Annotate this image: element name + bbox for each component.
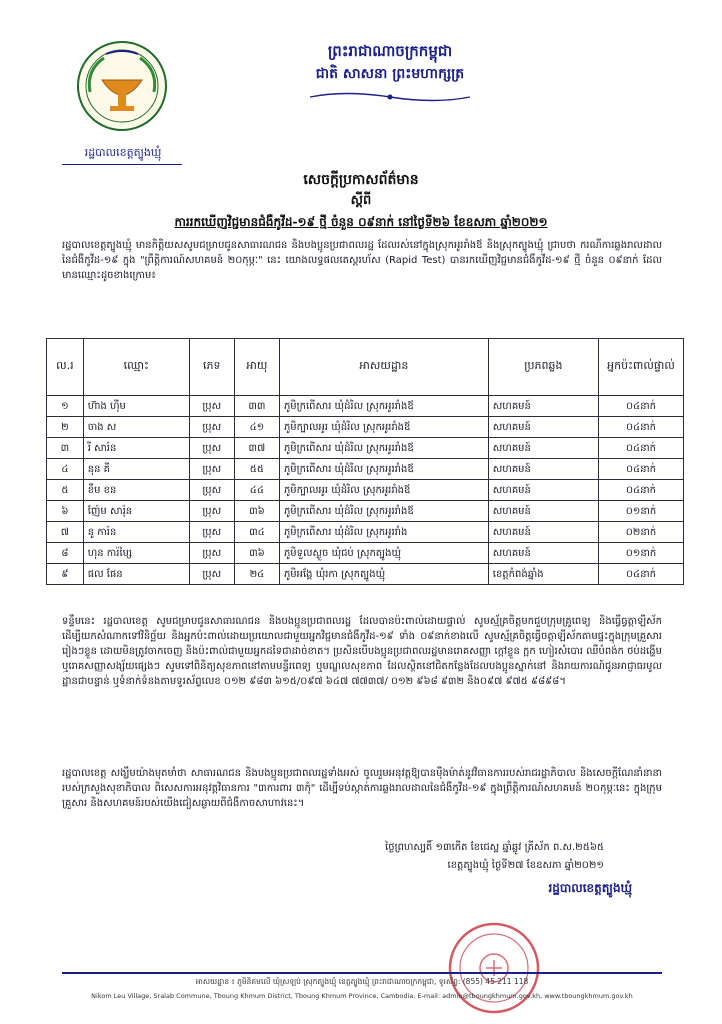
cell-contacts: ០៤នាក់: [598, 438, 683, 459]
cell-source: សហគមន៍: [488, 438, 598, 459]
cell-source: សហគមន៍: [488, 396, 598, 417]
cell-age: ២៤: [234, 564, 279, 585]
cell-contacts: ០២នាក់: [598, 522, 683, 543]
cell-address: ភូមិក្បាលអូរ ឃុំដំរិល ស្រុកអូររាំងឪ: [279, 480, 488, 501]
table-row: [47, 459, 684, 480]
cell-source: សហគមន៍: [488, 522, 598, 543]
document-headline: ការរកឃើញវិជ្ជមានជំងឺកូវីដ-១៩ ថ្មី ចំនួន ០៩នាក់ នៅថ្ងៃទី២៦ ខែឧសភា ឆ្នាំ២០២១: [174, 215, 548, 229]
kingdom-heading: ព្រះរាជាណាចក្រកម្ពុជា: [327, 42, 453, 60]
cell-contacts: ០៤នាក់: [598, 564, 683, 585]
cell-sex: ប្រុស: [189, 543, 234, 564]
cell-address: ភូមិក្រពើសារ ឃុំដំរិល ស្រុកអូររាំង: [279, 522, 488, 543]
cell-address: ភូមិទួលស្ងួច ឃុំជប់ ស្រុកត្បូងឃ្មុំ: [279, 543, 488, 564]
cell-number: ៣: [47, 438, 84, 459]
cell-age: ៣៦: [234, 543, 279, 564]
cell-address: ភូមិក្បាលអូរ ឃុំដំរិល ស្រុកអូររាំងឪ: [279, 417, 488, 438]
signer-name: រដ្ឋបាលខេត្តត្បូងឃ្មុំ: [548, 881, 632, 895]
cell-name: នូ ការ៉ន: [83, 522, 189, 543]
footer-address-english: Nikom Leu Village, Sralab Commune, Tboung Khmum District, Tboung Khmum Province, Cambodia. E-mail: admin@tboungkhmum.gov.kh, www.tboungkhmum.gov.kh: [91, 992, 633, 1000]
cell-name: ញ៉ែម សារ៉ុន: [83, 501, 189, 522]
cell-number: ៦: [47, 501, 84, 522]
cell-age: ៥៥: [234, 459, 279, 480]
cell-address: ភូមិក្រពើសារ ឃុំដំរិល ស្រុកអូររាំងឪ: [279, 438, 488, 459]
table-row: [47, 480, 684, 501]
header-address: អាសយដ្ឋាន: [279, 339, 488, 396]
cell-name: ចាង ស: [83, 417, 189, 438]
document-subtitle: ស្តីពី: [350, 193, 372, 208]
cell-number: ២: [47, 417, 84, 438]
cell-source: ខេត្តកំពង់ឆ្នាំង: [488, 564, 598, 585]
cell-source: សហគមន៍: [488, 501, 598, 522]
cell-address: ភូមិអង្គែ ឃុំរកា ស្រុកត្បូងឃ្មុំ: [279, 564, 488, 585]
footer-address-khmer: អាសយដ្ឋាន ៖ ភូមិនិគមលើ ឃុំស្រឡប់ ស្រុកត្បូងឃ្មុំ ខេត្តត្បូងឃ្មុំ ព្រះរាជាណាចក្រកម្ពុជា, ទូរស័ព្ទ: (855) 45 211 118: [195, 977, 529, 986]
cell-name: ខឹម ខន: [83, 480, 189, 501]
header-age: អាយុ: [234, 339, 279, 396]
header-contacts: អ្នកប៉ះពាល់ផ្ទាល់: [598, 339, 683, 396]
table-row: [47, 543, 684, 564]
cell-sex: ប្រុស: [189, 522, 234, 543]
cell-name: នុន គី: [83, 459, 189, 480]
cell-number: ៥: [47, 480, 84, 501]
cases-table: [46, 338, 684, 585]
cell-sex: ប្រុស: [189, 417, 234, 438]
cell-contacts: ០១នាក់: [598, 501, 683, 522]
cell-source: សហគមន៍: [488, 543, 598, 564]
header-source: ប្រភពឆ្លង: [488, 339, 598, 396]
cell-name: ហ៊ាង ហ៊ីម: [83, 396, 189, 417]
cell-sex: ប្រុស: [189, 480, 234, 501]
header-number: ល.រ: [47, 339, 84, 396]
cell-number: ៤: [47, 459, 84, 480]
footer-divider: [62, 972, 662, 974]
cell-number: ១: [47, 396, 84, 417]
instructions-paragraph: ទន្ទឹមនេះ រដ្ឋបាលខេត្ត សូមជម្រាបជូនសាធារណជន និងបងប្អូនប្រជាពលរដ្ឋ ដែលបានប៉ះពាល់ដោយផ្ទាល់ សូមស្ម័គ្រចិត្តមកជួបក្រុមគ្រូពេទ្យ និងធ្វើធ្វត្តាឡីស័ក ដើម្បីយកសំណាកទៅវិនិច្ឆ័យ និងអ្នកប៉ះពាល់ដោយប្រយោលជាមួយអ្នកវិជ្ជមានជំងឺកូវីដ-១៩ ទាំង ០៩នាក់ខាងលើ សូមស្ម័គ្រចិត្តធ្វើចត្តាឡីស័កតាមផ្ទះក្នុងក្រុមគ្រួសាររៀងៗខ្លួន ដោយមិនត្រូវចាកចេញ និងប៉ះពាល់ជាមួយអ្នកដទៃជាដាច់ខាត។ ប្រសិនបើបងប្អូនប្រជាពលរដ្ឋមានរោគសញ្ញា ក្តៅខ្លួន ក្អក ហៀរសំបោរ ឈឺបំពង់ក ថប់ដង្ហើម ឬរោគសញ្ញាសង្ស័យផ្សេងៗ សូមទៅពិនិត្យសុខភាពនៅតាមមន្ទីរពេទ្យ ឬមណ្ឌលសុខភាព ដែលស្ថិតនៅជិតកន្លែងដែលបងប្អូនស្នាក់នៅ និងរាយការណ៍ជូនអាជ្ញាធរមូលដ្ឋានជាបន្ទាន់ ឬទំនាក់ទំនងតាមទូរស័ព្ទលេខ ០១២ ៩៨៣ ៦១៥/០៩៧ ៦៤៧ ៧៧៣៧/ ០១២ ៩៦៨ ៩៣២ និង០៩៧ ៩៧៥ ៩៨៩៨។: [62, 616, 662, 687]
cell-sex: ប្រុស: [189, 459, 234, 480]
cell-contacts: ០៤នាក់: [598, 459, 683, 480]
cell-contacts: ០១នាក់: [598, 543, 683, 564]
table-header-row: [47, 339, 684, 396]
cell-number: ៨: [47, 543, 84, 564]
lunar-date: ថ្ងៃព្រហស្បតិ៍ ១៣កើត ខែជេស្ឋ ឆ្នាំឆ្លូវ ត្រីស័ក ព.ស.២៥៦៥: [385, 842, 604, 853]
cell-address: ភូមិក្រពើសារ ឃុំដំរិល ស្រុកអូររាំងឪ: [279, 396, 488, 417]
cell-age: ៣៦: [234, 501, 279, 522]
cell-address: ភូមិក្រពើសារ ឃុំដំរិល ស្រុកអូររាំងឪ: [279, 501, 488, 522]
cell-age: ៣៣: [234, 396, 279, 417]
document-title: សេចក្តីប្រកាសព័ត៌មាន: [303, 172, 419, 188]
cell-name: ហុន ការ៉ម្សៃ: [83, 543, 189, 564]
cell-number: ៩: [47, 564, 84, 585]
intro-paragraph: រដ្ឋបាលខេត្តត្បូងឃ្មុំ មានកិត្តិយសសូមជម្រាបជូនសាធារណជន និងបងប្អូនប្រជាពលរដ្ឋ ដែលរស់នៅក្នុងស្រុកអូររាំងឪ និងស្រុកត្បូងឃ្មុំ ជ្រាបថា ករណីការឆ្លងរាលដាលនៃជំងឺកូវីដ-១៩ ក្នុង "ព្រឹត្តិការណ៍សហគមន៍ ២០កុម្ភៈ" នេះ យោងលទ្ធផលតេស្តរហ័ស (Rapid Test) បានរកឃើញវិជ្ជមានជំងឺកូវីដ-១៩ ថ្មី ចំនួន ០៩នាក់ ដែលមានឈ្មោះដូចខាងក្រោម៖: [62, 240, 662, 281]
cell-contacts: ០៤នាក់: [598, 480, 683, 501]
cell-contacts: ០៤នាក់: [598, 396, 683, 417]
national-motto: ជាតិ សាសនា ព្រះមហាក្សត្រ: [315, 66, 465, 82]
table-row: [47, 438, 684, 459]
cell-source: សហគមន៍: [488, 480, 598, 501]
cell-sex: ប្រុស: [189, 501, 234, 522]
cell-sex: ប្រុស: [189, 396, 234, 417]
cell-number: ៧: [47, 522, 84, 543]
solar-date: ខេត្តត្បូងឃ្មុំ ថ្ងៃទី២៧ ខែឧសភា ឆ្នាំ២០២១: [447, 860, 604, 871]
table-row: [47, 564, 684, 585]
provincial-seal-icon: [76, 40, 168, 132]
ornament-divider: [300, 90, 480, 104]
cell-source: សហគមន៍: [488, 459, 598, 480]
official-red-stamp-icon: [446, 920, 542, 1016]
cell-name: រី សារ៉ន: [83, 438, 189, 459]
table-row: [47, 417, 684, 438]
cell-sex: ប្រុស: [189, 438, 234, 459]
header-name: ឈ្មោះ: [83, 339, 189, 396]
cell-age: ៤៤: [234, 480, 279, 501]
cell-source: សហគមន៍: [488, 417, 598, 438]
cell-age: ៣៧: [234, 438, 279, 459]
cell-contacts: ០៤នាក់: [598, 417, 683, 438]
cell-age: ៤១: [234, 417, 279, 438]
table-row: [47, 501, 684, 522]
organization-name: រដ្ឋបាលខេត្តត្បូងឃ្មុំ: [84, 146, 162, 159]
cell-name: ផល ផែន: [83, 564, 189, 585]
cell-age: ៣៤: [234, 522, 279, 543]
header-sex: ភេទ: [189, 339, 234, 396]
cell-address: ភូមិក្រពើសារ ឃុំដំរិល ស្រុកអូររាំងឪ: [279, 459, 488, 480]
table-row: [47, 396, 684, 417]
cell-sex: ប្រុស: [189, 564, 234, 585]
table-row: [47, 522, 684, 543]
closing-paragraph: រដ្ឋបាលខេត្ត សង្ឃឹមយ៉ាងមុតមាំថា សាធារណជន និងបងប្អូនប្រជាពលរដ្ឋទាំងអស់ ចូលរួមអនុវត្តឱ្យបានម៉ឺងម៉ាត់នូវវិធានការរបស់រាជរដ្ឋាភិបាល និងសេចក្តីណែនាំនានារបស់ក្រសួងសុខាភិបាល ពិសេសការអនុវត្តវិធានការ "៣ការពារ ៣កុំ" ដើម្បីទប់ស្កាត់ការឆ្លងរាលដាលនៃជំងឺកូវីដ-១៩ ក្នុងព្រឹត្តិការណ៍សហគមន៍ ២០កុម្ភៈនេះ ក្នុងក្រុមគ្រួសារ និងសហគមន៍របស់យើងជៀសឆ្ងាយពីជំងឺកាចសាហាវនេះ។: [62, 768, 662, 809]
organization-underline: [62, 164, 182, 165]
